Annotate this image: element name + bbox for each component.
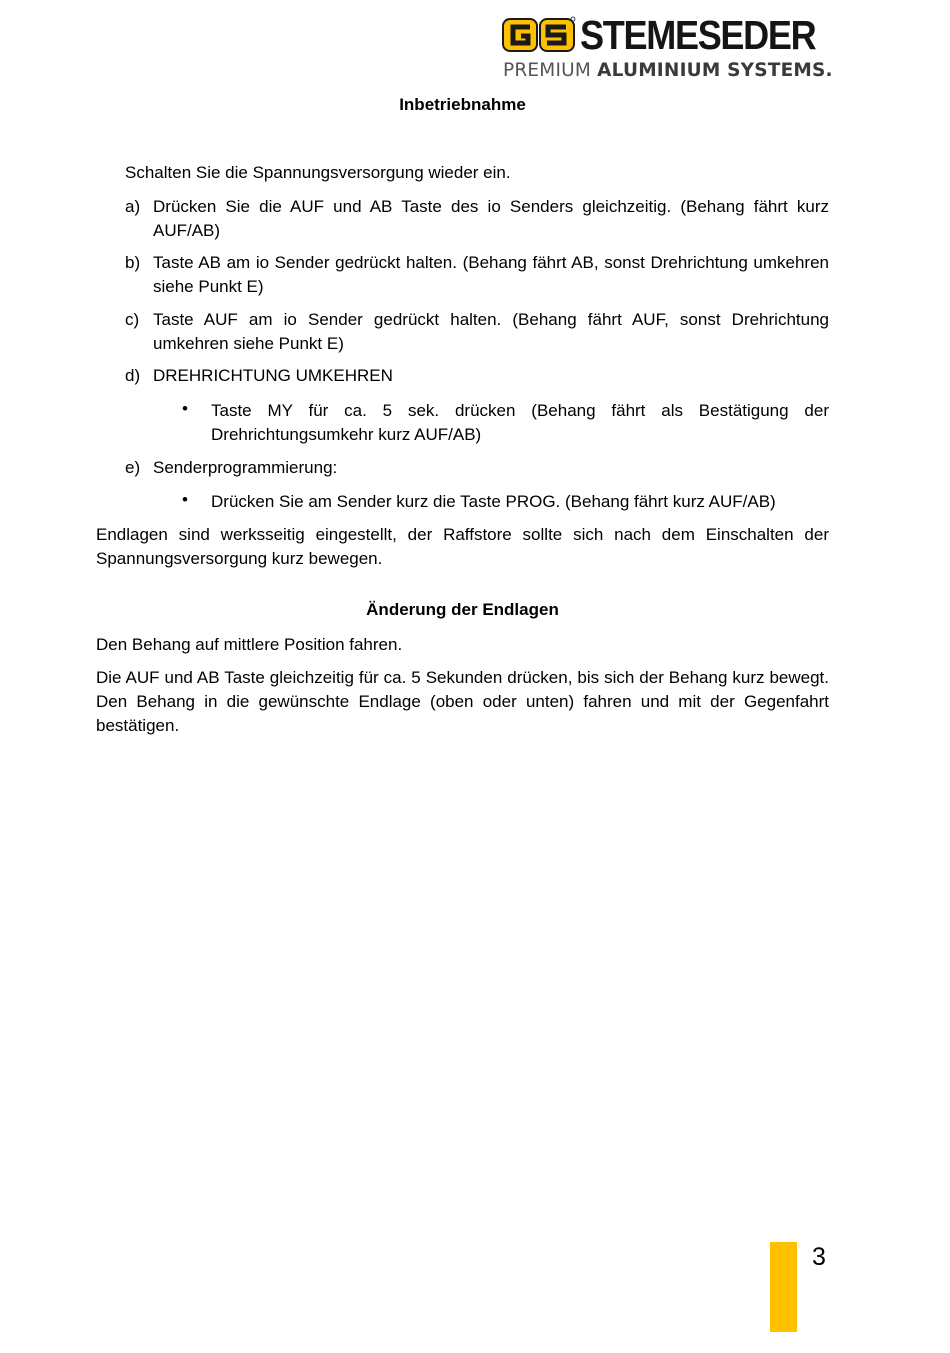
list-text: Senderprogrammierung: (153, 458, 338, 477)
list-label: e) (125, 458, 141, 477)
list-text: Taste AUF am io Sender gedrückt halten. (Behang fährt AUF, sonst Drehrichtung umkehren siehe Punkt E) (153, 310, 829, 353)
brand-name: STEMESEDER (580, 12, 816, 58)
list-label: d) (125, 366, 141, 385)
section-heading-inbetriebnahme: Inbetriebnahme (399, 95, 526, 114)
bullet-icon: • (182, 399, 188, 418)
outro-paragraph: Endlagen sind werksseitig eingestellt, der Raffstore sollte sich nach dem Einschalten der Spannungsversorgung kurz bewegen. (96, 525, 829, 568)
list-item-e (125, 456, 829, 480)
list-item-d (125, 364, 829, 388)
brand-logo (502, 14, 832, 84)
tagline-light: PREMIUM (503, 60, 592, 81)
list-label: c) (125, 310, 140, 329)
paragraph-2: Die AUF und AB Taste gleichzeitig für ca. 5 Sekunden drücken, bis sich der Behang kurz bewegt. Den Behang in die gewünschte Endlage (oben oder unten) fahren und mit der Gegenfahrt bestätigen. (96, 668, 829, 735)
bullet-item-e: Drücken Sie am Sender kurz die Taste PROG. (Behang fährt kurz AUF/AB) (211, 492, 776, 511)
bullet-item-d: Taste MY für ca. 5 sek. drücken (Behang fährt als Bestätigung der Drehrichtungsumkehr kurz AUF/AB) (211, 401, 829, 444)
list-item-c (125, 308, 829, 356)
section-heading-endlagen: Änderung der Endlagen (366, 600, 559, 619)
page-number: 3 (812, 1243, 826, 1271)
list-item-b (125, 251, 829, 299)
intro-paragraph: Schalten Sie die Spannungsversorgung wieder ein. (125, 163, 511, 182)
list-text: Drücken Sie die AUF und AB Taste des io Senders gleichzeitig. (Behang fährt kurz AUF/AB) (153, 197, 829, 240)
tagline-bold: ALUMINIUM SYSTEMS. (597, 60, 833, 81)
list-label: a) (125, 197, 141, 216)
page-accent-bar (770, 1242, 797, 1332)
paragraph-1: Den Behang auf mittlere Position fahren. (96, 635, 403, 654)
list-text: Taste AB am io Sender gedrückt halten. (Behang fährt AB, sonst Drehrichtung umkehren siehe Punkt E) (153, 253, 829, 296)
bullet-icon: • (182, 490, 188, 509)
list-item-a (125, 195, 829, 243)
list-text: DREHRICHTUNG UMKEHREN (153, 366, 393, 385)
list-label: b) (125, 253, 141, 272)
gs-logo-icon (502, 16, 576, 54)
brand-tagline (503, 60, 833, 81)
